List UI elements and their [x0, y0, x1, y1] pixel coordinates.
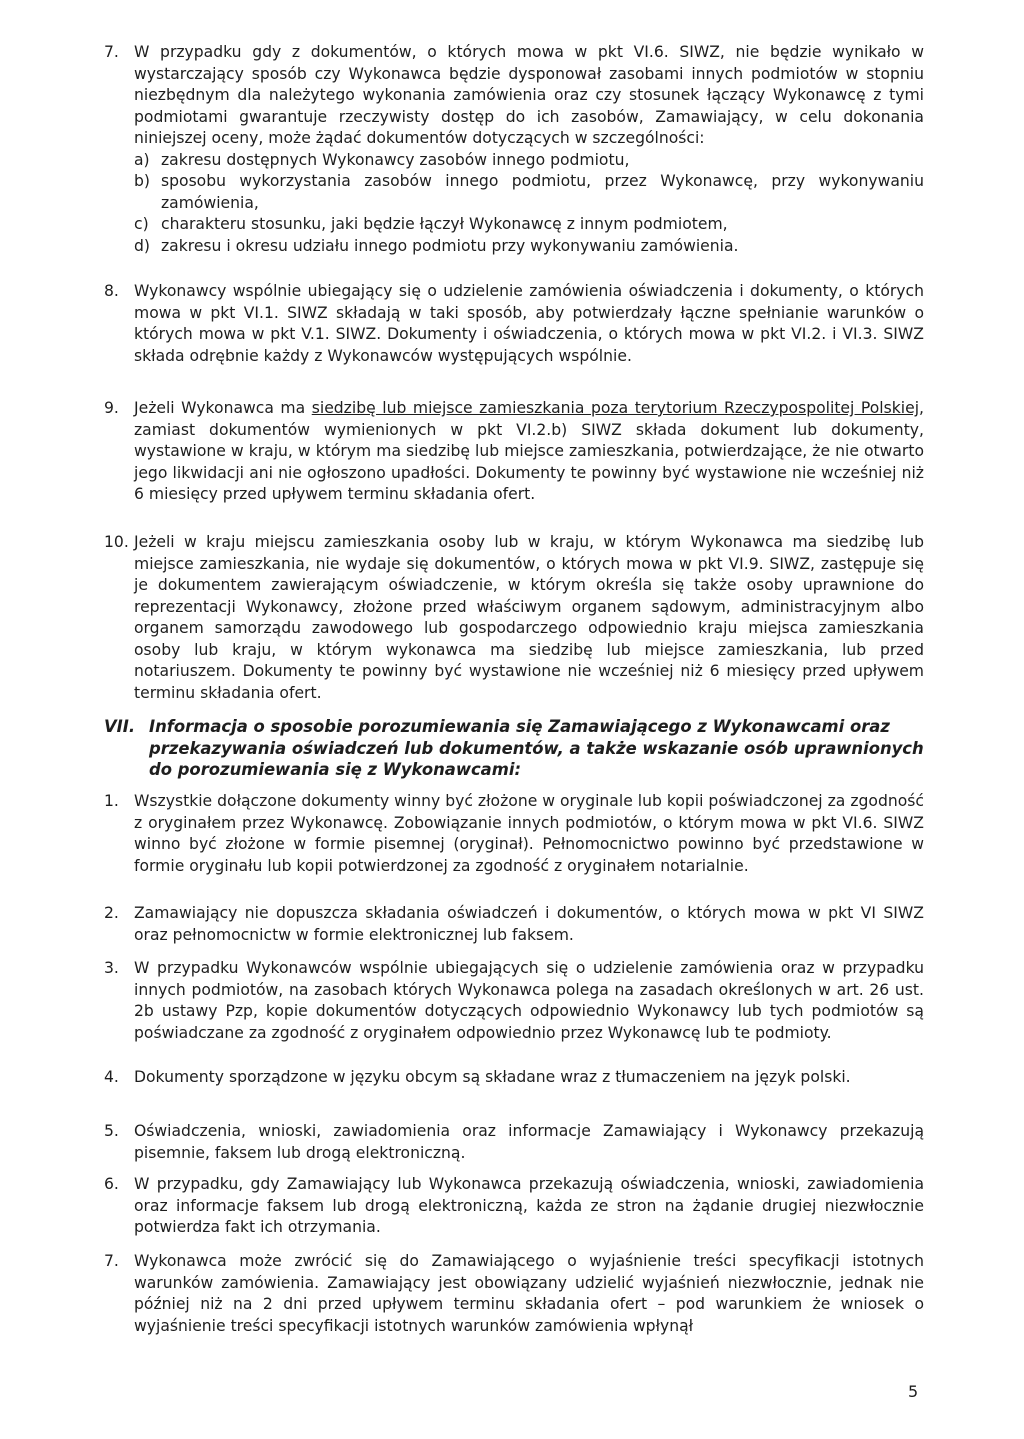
item-number: 7. — [104, 1252, 119, 1270]
item-text: Wszystkie dołączone dokumenty winny być złożone w oryginale lub kopii poświadczonej za zgodność z oryginałem przez Wykonawcę. Zobowiązanie innych podmiotów, o którym mowa w pkt VI.6. SIWZ winno być złożone w formie pisemnej (oryginał). Pełnomocnictwo powinno być przedstawione w formie oryginału lub kopii potwierdzonej za zgodność z oryginałem notarialnie. — [134, 792, 924, 875]
list-item-vii-1 — [104, 791, 924, 877]
list-item-vi-9 — [104, 398, 924, 506]
list-item-vii-7 — [104, 1251, 924, 1337]
sub-item-label: b) — [134, 172, 150, 190]
item-text-underlined: siedzibę lub miejsce zamieszkania poza terytorium Rzeczypospolitej Polskiej — [311, 399, 920, 417]
list-item-vi-7 — [104, 42, 924, 257]
item-text: Oświadczenia, wnioski, zawiadomienia oraz informacje Zamawiający i Wykonawcy przekazują pisemnie, faksem lub drogą elektroniczną. — [134, 1122, 924, 1162]
item-number: 6. — [104, 1175, 119, 1193]
sub-item-label: a) — [134, 150, 150, 169]
item-text: Wykonawca może zwrócić się do Zamawiającego o wyjaśnienie treści specyfikacji istotnych warunków zamówienia. Zamawiający jest obowiązany udzielić wyjaśnień niezwłocznie, jednak nie później niż na 2 dni przed upływem terminu składania ofert – pod warunkiem że wniosek o wyjaśnienie treści specyfikacji istotnych warunków zamówienia wpłynął — [134, 1252, 924, 1335]
sub-item-text: zakresu i okresu udziału innego podmiotu przy wykonywaniu zamówienia. — [161, 236, 739, 255]
item-text: Dokumenty sporządzone w języku obcym są składane wraz z tłumaczeniem na język polski. — [134, 1068, 851, 1086]
section-title: Informacja o sposobie porozumiewania się Zamawiającego z Wykonawcami oraz przekazywania oświadczeń lub dokumentów, a także wskazanie osób uprawnionych do porozumiewania się z Wykonawcami: — [149, 717, 924, 779]
list-item-vii-2 — [104, 903, 924, 946]
section-vii-heading — [104, 716, 934, 781]
item-text: W przypadku, gdy Zamawiający lub Wykonawca przekazują oświadczenia, wnioski, zawiadomienia oraz informacje faksem lub drogą elektroniczną, każda ze stron na żądanie drugiej niezwłocznie potwierdza fakt ich otrzymania. — [134, 1175, 924, 1236]
item-text-end: , zamiast dokumentów wymienionych w pkt VI.2.b) SIWZ składa dokument lub dokumenty, wystawione w kraju, w którym ma siedzibę lub miejsce zamieszkania, potwierdzające, że nie otwarto jego likwidacji ani nie ogłoszono upadłości. Dokumenty te powinny być wystawione nie wcześniej niż 6 miesięcy przed upływem terminu składania ofert. — [134, 399, 925, 503]
item-number: 4. — [104, 1068, 119, 1086]
item-text: Jeżeli w kraju miejscu zamieszkania osoby lub w kraju, w którym Wykonawca ma siedzibę lub miejsce zamieszkania, nie wydaje się dokumentów, o których mowa w pkt VI.9. SIWZ, zastępuje się je dokumentem zawierającym oświadczenie, w którym określa się także osoby uprawnione do reprezentacji Wykonawcy, złożone przed właściwym organem sądowym, administracyjnym albo organem samorządu zawodowego lub gospodarczego odpowiednio kraju miejsca zamieszkania osoby lub kraju, w którym wykonawca ma siedzibę lub miejsce zamieszkania, lub przed notariuszem. Dokumenty te powinny być wystawione nie wcześniej niż 6 miesięcy przed upływem terminu składania ofert. — [134, 533, 924, 702]
item-number: 5. — [104, 1122, 119, 1140]
item-number: 2. — [104, 904, 119, 922]
item-text: Zamawiający nie dopuszcza składania oświadczeń i dokumentów, o których mowa w pkt VI SIWZ oraz pełnomocnictw w formie elektronicznej lub faksem. — [134, 904, 924, 944]
sub-item-text: sposobu wykorzystania zasobów innego podmiotu, przez Wykonawcę, przy wykonywaniu zamówienia, — [161, 172, 924, 212]
sub-item-label: d) — [134, 236, 150, 255]
item-number: 3. — [104, 959, 119, 977]
sub-item-c — [134, 214, 924, 236]
item-number: 1. — [104, 792, 119, 810]
item-number: 7. — [104, 43, 119, 61]
list-item-vii-4 — [104, 1067, 924, 1089]
item-number: 10. — [104, 533, 129, 551]
list-item-vii-6 — [104, 1174, 924, 1239]
sub-item-a — [134, 150, 924, 172]
item-number: 8. — [104, 282, 119, 300]
list-item-vi-10 — [104, 532, 924, 704]
item-text: W przypadku Wykonawców wspólnie ubiegających się o udzielenie zamówienia oraz w przypadku innych podmiotów, na zasobach których Wykonawca polega na zasadach określonych w art. 26 ust. 2b ustawy Pzp, kopie dokumentów dotyczących odpowiednio Wykonawcy lub tych podmiotów są poświadczane za zgodność z oryginałem odpowiednio przez Wykonawcę lub te podmioty. — [134, 959, 924, 1042]
list-item-vii-3 — [104, 958, 924, 1044]
item-text: Wykonawcy wspólnie ubiegający się o udzielenie zamówienia oświadczenia i dokumenty, o których mowa w pkt VI.1. SIWZ składają w taki sposób, aby potwierdzały łączne spełnianie warunków o których mowa w pkt V.1. SIWZ. Dokumenty i oświadczenia, o których mowa w pkt VI.2. i VI.3. SIWZ składa odrębnie każdy z Wykonawców występujących wspólnie. — [134, 282, 924, 365]
item-text-start: Jeżeli Wykonawca ma — [134, 399, 312, 417]
sub-item-text: charakteru stosunku, jaki będzie łączył Wykonawcę z innym podmiotem, — [161, 215, 728, 233]
page-number: 5 — [908, 1382, 919, 1401]
list-item-vi-8 — [104, 281, 924, 367]
item-number: 9. — [104, 399, 119, 417]
item-text: W przypadku gdy z dokumentów, o których mowa w pkt VI.6. SIWZ, nie będzie wynikało w wystarczający sposób czy Wykonawca będzie dysponował zasobami innych podmiotów w stopniu niezbędnym dla należytego wykonania zamówienia oraz czy stosunek łączący Wykonawcę z tymi podmiotami gwarantuje rzeczywisty dostęp do ich zasobów, Zamawiający, w celu dokonania niniejszej oceny, może żądać dokumentów dotyczących w szczególności: — [134, 43, 924, 147]
sub-item-label: c) — [134, 215, 149, 233]
sub-item-d — [134, 236, 924, 258]
section-number: VII. — [104, 717, 136, 736]
sub-item-text: zakresu dostępnych Wykonawcy zasobów innego podmiotu, — [161, 150, 630, 169]
list-item-vii-5 — [104, 1121, 924, 1164]
sub-item-b — [134, 171, 924, 214]
